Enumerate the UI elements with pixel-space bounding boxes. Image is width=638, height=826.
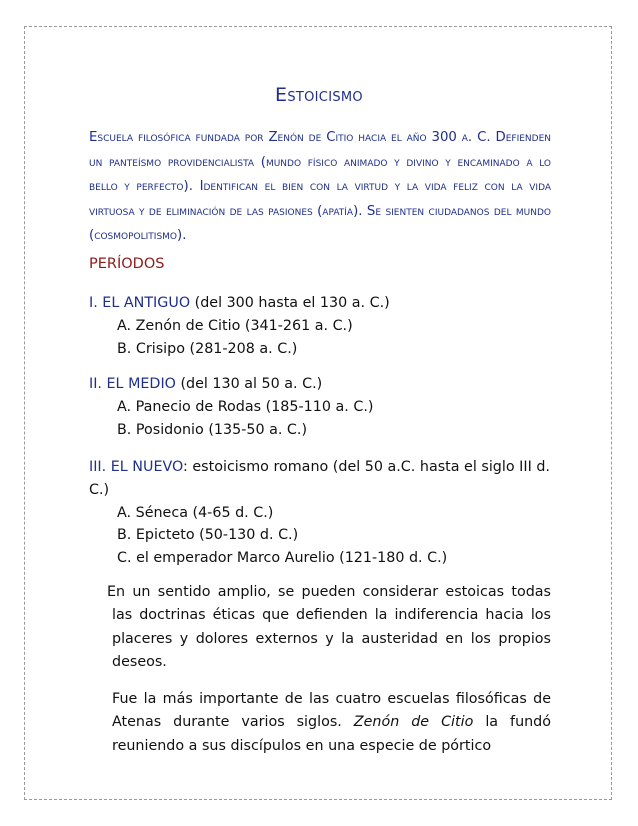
paragraph-italic-name: Zenón de Citio [353, 714, 474, 731]
period-heading [89, 456, 551, 502]
period-range: : estoicismo romano (del 50 a.C. hasta el siglo III d. C.) [89, 459, 550, 498]
period-item: B. Epicteto (50-130 d. C.) [117, 527, 299, 544]
body-paragraph [112, 688, 551, 758]
period-item: B. Posidonio (135-50 a. C.) [117, 421, 308, 438]
period-item: A. Panecio de Rodas (185-110 a. C.) [117, 398, 374, 415]
paragraph-text: la fundó reuniendo a sus discípulos en una especie de pórtico [112, 714, 552, 754]
period-label: I. EL ANTIGUO [89, 295, 191, 311]
period-heading [89, 292, 551, 315]
periods-heading: PERÍODOS [89, 256, 165, 272]
period-label: III. EL NUEVO [89, 459, 184, 475]
period-item: C. el emperador Marco Aurelio (121-180 d. C.) [117, 550, 448, 567]
page-title: Estoicismo [275, 84, 363, 106]
period-new [89, 456, 551, 570]
intro-paragraph: Escuela filosófica fundada por Zenón de Citio hacia el año 300 a. C. Defienden un panteísmo providencialista (mundo físico animado y divino y encaminado a lo bello y perfecto). Identifican el bien con la virtud y la vida feliz con la vida virtuosa y de eliminación de las pasiones (apatía). Se sienten ciudadanos del mundo (cosmopolitismo). [89, 130, 551, 243]
period-item: A. Zenón de Citio (341-261 a. C.) [117, 317, 353, 334]
period-heading [89, 373, 551, 396]
period-range: (del 300 hasta el 130 a. C.) [190, 295, 390, 311]
period-range: (del 130 al 50 a. C.) [175, 376, 323, 392]
period-ancient [89, 292, 551, 360]
period-item: B. Crisipo (281-208 a. C.) [117, 340, 298, 357]
period-item: A. Séneca (4-65 d. C.) [117, 504, 274, 521]
period-label: II. EL MEDIO [89, 376, 176, 392]
paragraph-text: Fue la más importante de las cuatro escuelas filosóficas de Atenas durante varios siglos. [112, 691, 551, 731]
period-middle [89, 373, 551, 441]
body-paragraph: En un sentido amplio, se pueden considerar estoicas todas las doctrinas éticas que defienden la indiferencia hacia los placeres y dolores externos y la austeridad en los propios deseos. [107, 584, 551, 670]
